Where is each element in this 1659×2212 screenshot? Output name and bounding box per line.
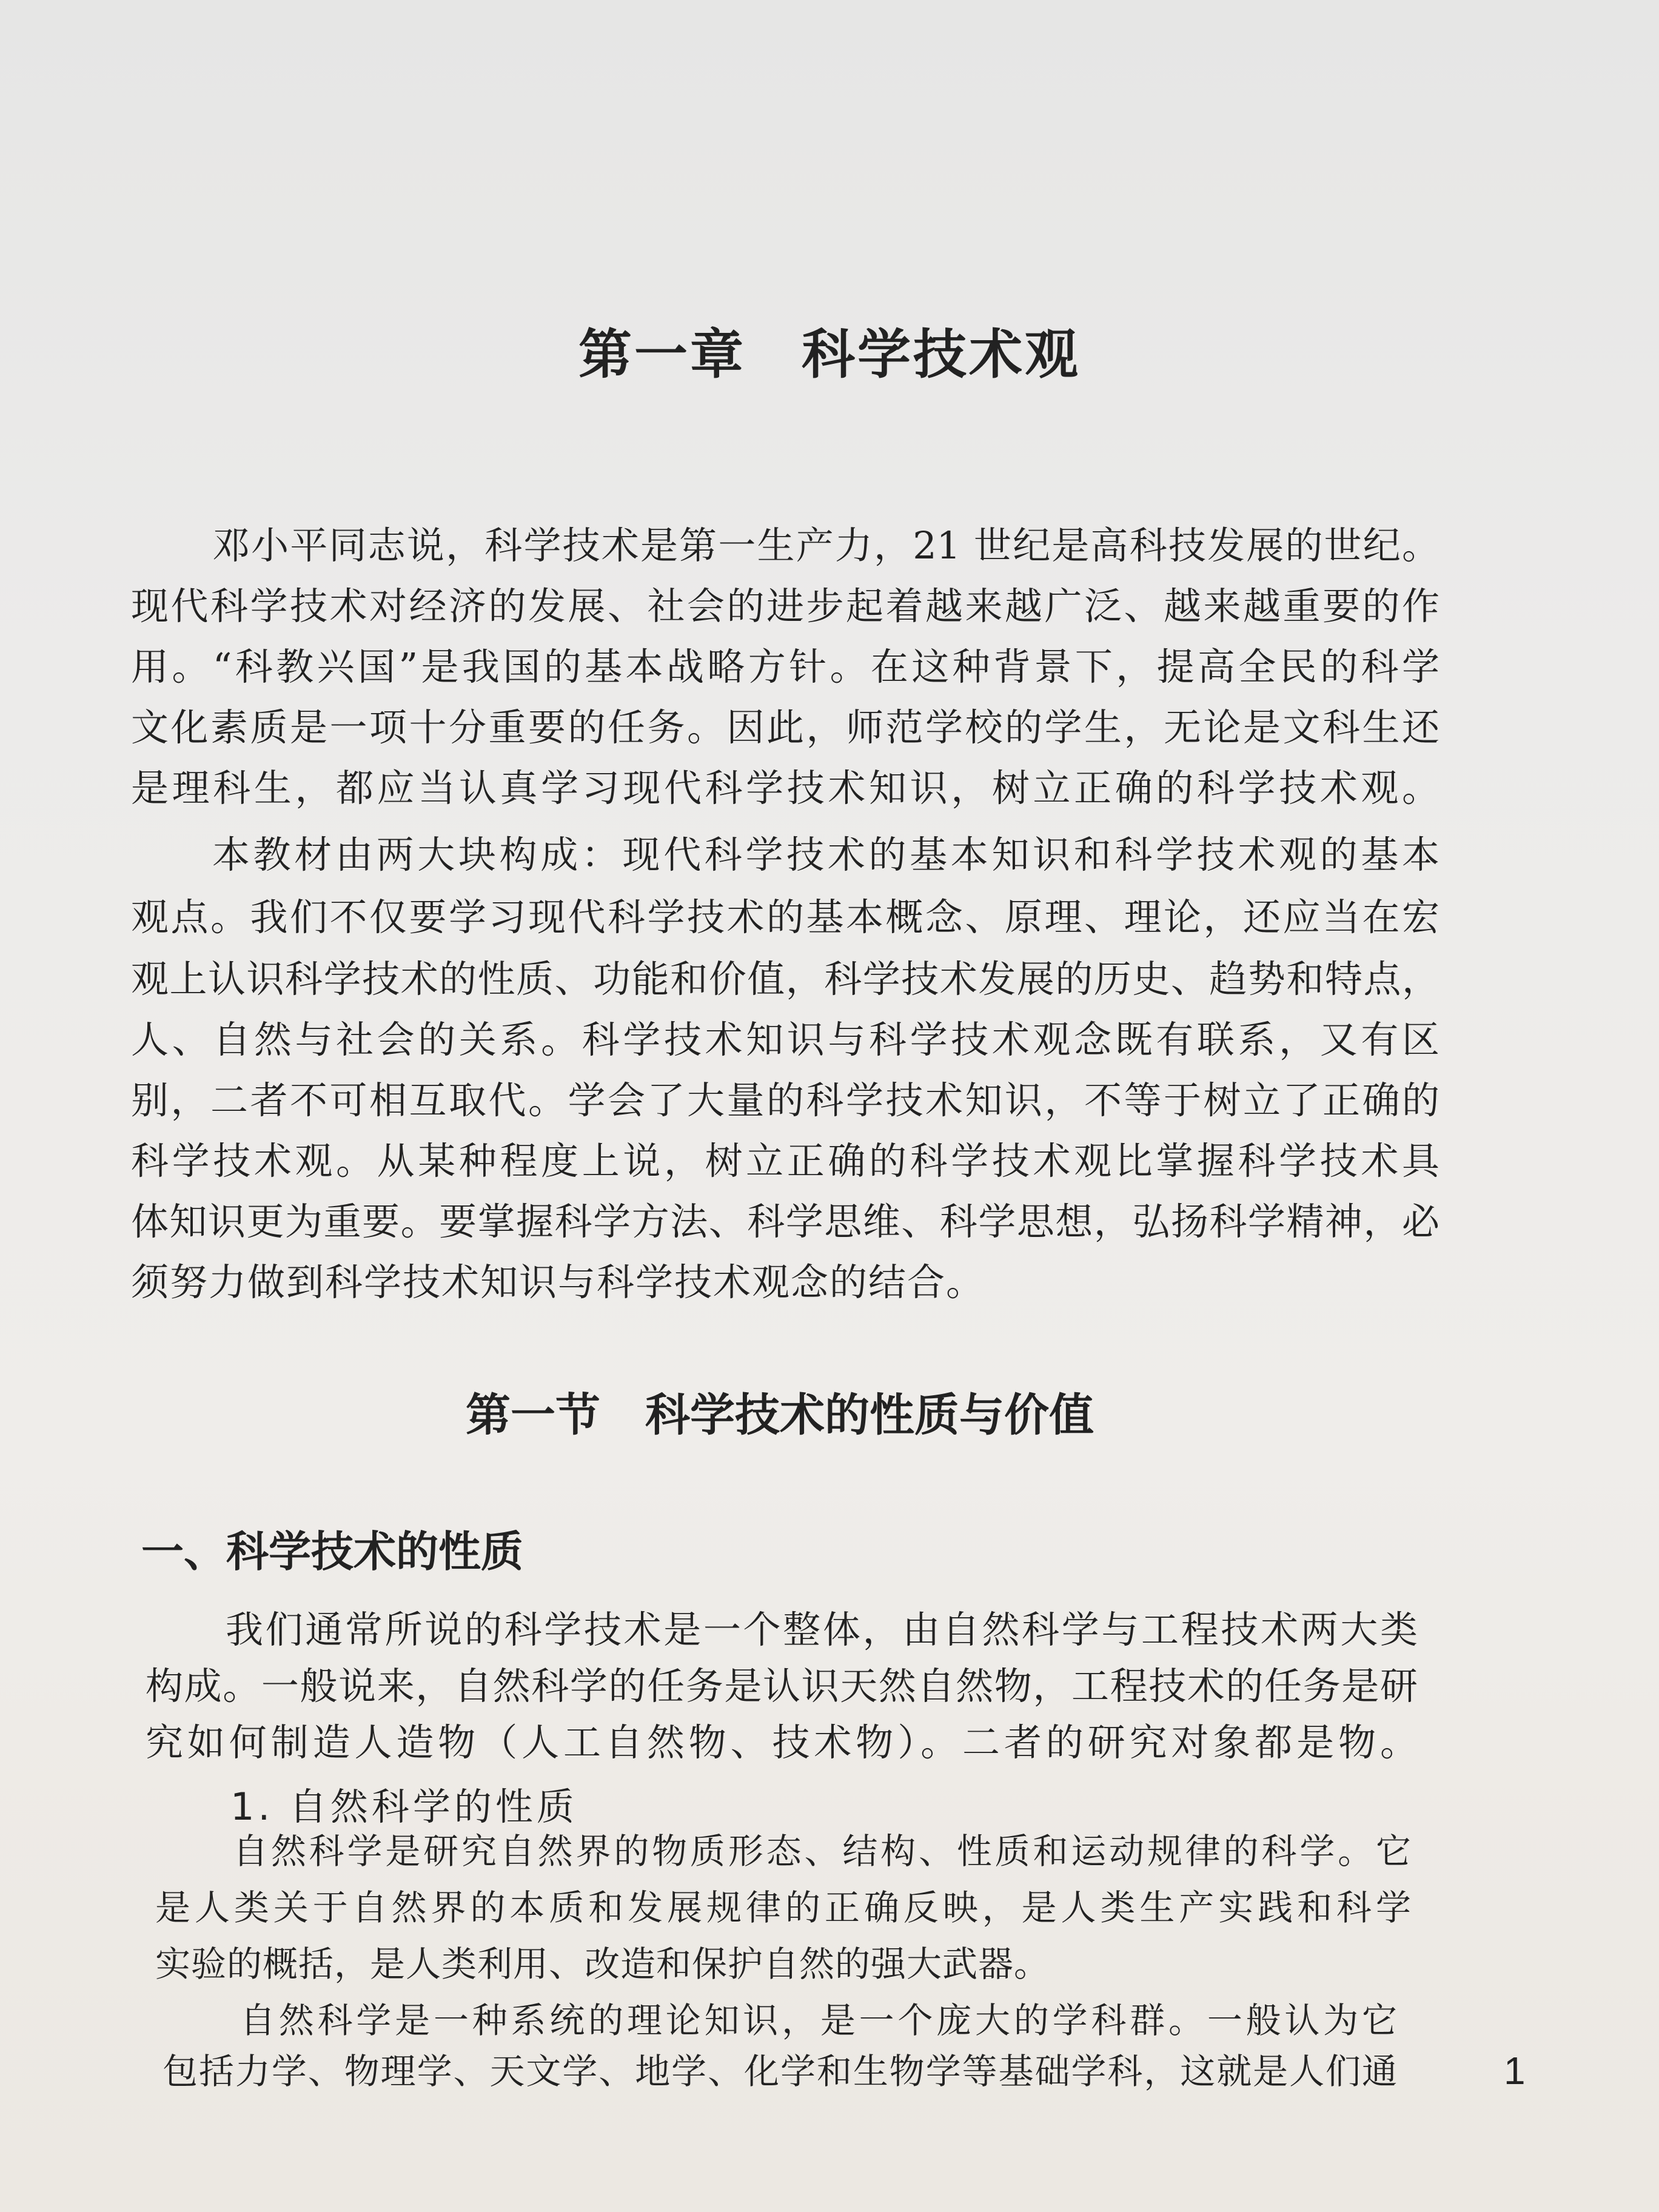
text-line: 包括力学、物理学、天文学、地学、化学和生物学等基础学科，这就是人们通 — [163, 2051, 1397, 2092]
text-line: 文化素质是一项十分重要的任务。因此，师范学校的学生，无论是文科生还 — [131, 705, 1439, 749]
text-line: 究如何制造人造物（人工自然物、技术物）。二者的研究对象都是物。 — [146, 1720, 1418, 1765]
text-line: 是理科生，都应当认真学习现代科学技术知识，树立正确的科学技术观。 — [131, 766, 1439, 810]
text-line: 体知识更为重要。要掌握科学方法、科学思维、科学思想，弘扬科学精神，必 — [131, 1199, 1439, 1244]
text-line: 别，二者不可相互取代。学会了大量的科学技术知识，不等于树立了正确的 — [131, 1078, 1439, 1122]
section-title: 第一节 科学技术的性质与价值 — [466, 1389, 1094, 1441]
text-line: 观点。我们不仅要学习现代科学技术的基本概念、原理、理论，还应当在宏 — [131, 895, 1439, 939]
text-line: 自然科学是一种系统的理论知识，是一个庞大的学科群。一般认为它 — [240, 2000, 1397, 2041]
text-line: 邓小平同志说，科学技术是第一生产力，21 世纪是高科技发展的世纪。 — [212, 523, 1439, 568]
text-line: 科学技术观。从某种程度上说，树立正确的科学技术观比掌握科学技术具 — [131, 1139, 1439, 1183]
text-line: 观上认识科学技术的性质、功能和价值，科学技术发展的历史、趋势和特点， — [131, 957, 1439, 1001]
text-line: 须努力做到科学技术知识与科学技术观念的结合。 — [131, 1260, 985, 1304]
text-line: 现代科学技术对经济的发展、社会的进步起着越来越广泛、越来越重要的作 — [131, 584, 1439, 628]
section-heading: 一、科学技术的性质 — [141, 1527, 523, 1577]
text-line: 人、自然与社会的关系。科学技术知识与科学技术观念既有联系，又有区 — [131, 1017, 1439, 1062]
text-line: 用。“科教兴国”是我国的基本战略方针。在这种背景下，提高全民的科学 — [131, 645, 1439, 689]
page-number: 1 — [1504, 2049, 1526, 2093]
subheading: 1. 自然科学的性质 — [230, 1785, 578, 1829]
text-line: 实验的概括，是人类利用、改造和保护自然的强大武器。 — [155, 1943, 1050, 1985]
text-line: 构成。一般说来，自然科学的任务是认识天然自然物，工程技术的任务是研 — [146, 1664, 1418, 1708]
text-line: 本教材由两大块构成：现代科学技术的基本知识和科学技术观的基本 — [212, 833, 1439, 877]
chapter-title: 第一章 科学技术观 — [578, 323, 1081, 386]
text-line: 自然科学是研究自然界的物质形态、结构、性质和运动规律的科学。它 — [233, 1831, 1411, 1872]
text-line: 我们通常所说的科学技术是一个整体，由自然科学与工程技术两大类 — [226, 1607, 1418, 1652]
text-line: 是人类关于自然界的本质和发展规律的正确反映，是人类生产实践和科学 — [155, 1887, 1411, 1928]
